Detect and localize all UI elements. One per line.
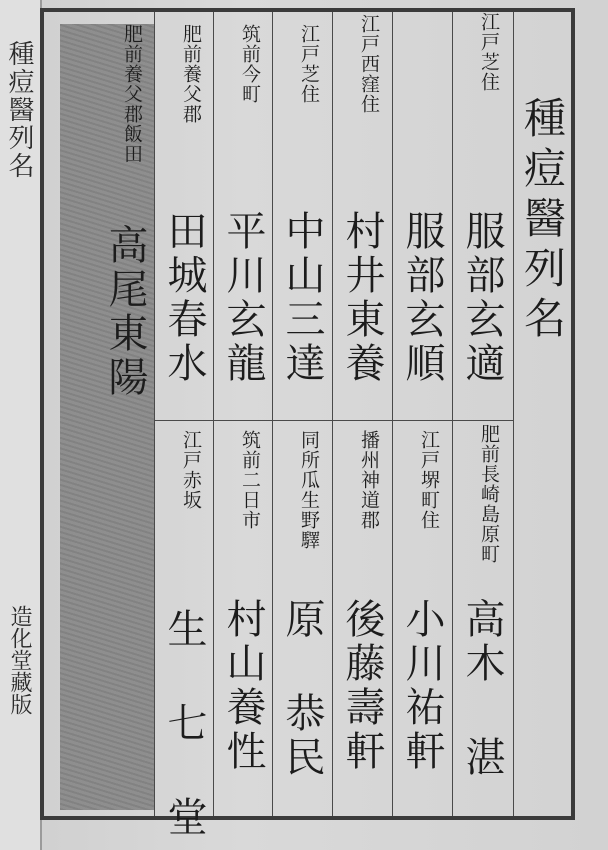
lower-entry-2-name: 小川祐軒 — [399, 598, 445, 774]
upper-entry-5-name: 平川玄龍 — [220, 210, 266, 386]
lower-entry-5-address: 筑前二日市 — [239, 430, 261, 530]
column-divider — [154, 12, 155, 816]
lower-entry-1-name: 高木 湛 — [459, 598, 505, 780]
column-divider — [392, 12, 393, 816]
lower-entry-2-address: 江戸堺町住 — [418, 430, 440, 530]
upper-entry-7-name: 高尾東陽 — [102, 224, 148, 400]
column-divider — [452, 12, 453, 816]
lower-entry-1-address: 肥前長崎島原町 — [478, 424, 500, 564]
lower-entry-3-name: 後藤壽軒 — [339, 598, 385, 774]
lower-entry-4-name: 原 恭民 — [279, 598, 325, 780]
upper-entry-2-name: 服部玄順 — [399, 210, 445, 386]
publisher-imprint: 造化堂藏版 — [7, 605, 32, 715]
lower-entry-6-name: 生 七 堂 — [161, 608, 207, 840]
upper-entry-7-address: 肥前養父郡飯田 — [121, 24, 143, 164]
column-divider — [272, 12, 273, 816]
upper-entry-3-address: 江戸西窪住 — [358, 14, 380, 114]
upper-entry-3-name: 村井東養 — [339, 210, 385, 386]
upper-entry-6-address: 肥前養父郡 — [180, 24, 202, 124]
upper-entry-6-name: 田城春水 — [161, 210, 207, 386]
lower-entry-6-address: 江戸赤坂 — [180, 430, 202, 510]
row-divider — [154, 420, 513, 421]
upper-entry-4-address: 江戸芝住 — [298, 24, 320, 104]
upper-entry-1-address: 江戸芝住 — [478, 12, 500, 92]
lower-entry-4-address: 同所瓜生野驛 — [298, 430, 320, 550]
upper-entry-4-name: 中山三達 — [279, 210, 325, 386]
margin-title: 種痘醫列名 — [4, 40, 34, 180]
column-divider — [213, 12, 214, 816]
lower-entry-3-address: 播州神道郡 — [358, 430, 380, 530]
column-divider — [513, 12, 514, 816]
upper-entry-5-address: 筑前今町 — [239, 24, 261, 104]
column-divider — [332, 12, 333, 816]
binding-margin — [0, 0, 42, 850]
page-title: 種痘醫列名 — [518, 96, 567, 346]
lower-entry-5-name: 村山養性 — [220, 598, 266, 774]
upper-entry-1-name: 服部玄適 — [459, 210, 505, 386]
